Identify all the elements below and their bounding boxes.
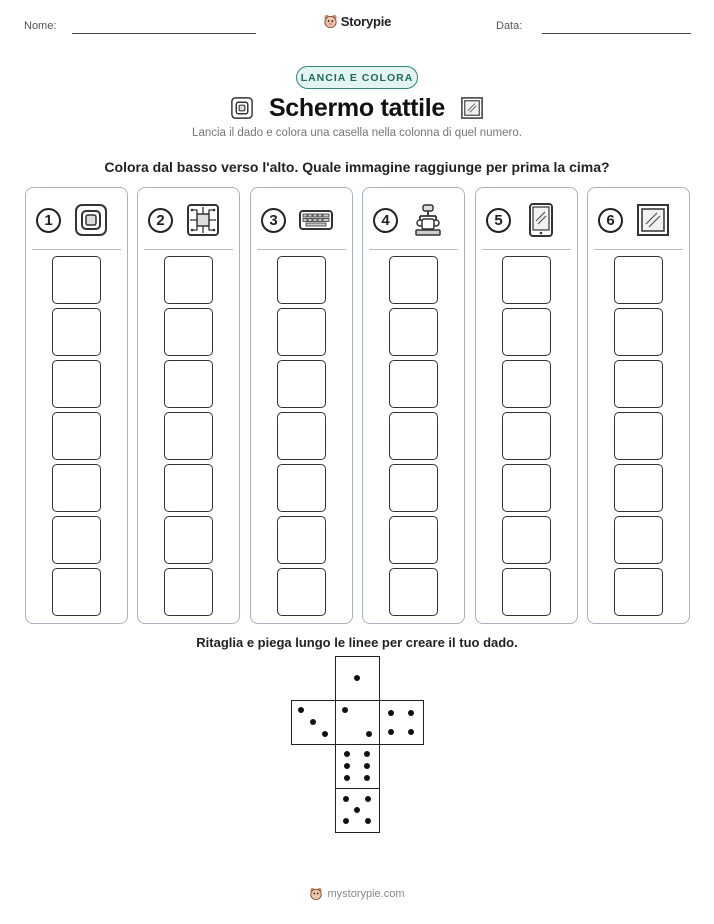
color-cell[interactable] <box>277 568 326 616</box>
circuit-board-icon <box>185 202 221 238</box>
column-3 <box>250 187 353 624</box>
column-divider <box>144 249 233 250</box>
color-cell[interactable] <box>502 308 551 356</box>
color-cell[interactable] <box>389 256 438 304</box>
column-divider <box>257 249 346 250</box>
color-cell[interactable] <box>277 308 326 356</box>
color-cell[interactable] <box>502 360 551 408</box>
die-pip <box>408 710 414 716</box>
die-instruction: Ritaglia e piega lungo le linee per creare il tuo dado. <box>196 635 518 650</box>
glass-screen-icon <box>459 95 485 121</box>
column-number: 2 <box>148 208 173 233</box>
subtitle: Lancia il dado e colora una casella nella colonna di quel numero. <box>192 127 522 139</box>
color-cell[interactable] <box>52 256 101 304</box>
color-cell[interactable] <box>164 516 213 564</box>
footer-url[interactable]: mystorypie.com <box>327 887 405 900</box>
die-pip <box>343 796 349 802</box>
color-cell[interactable] <box>164 412 213 460</box>
color-cell[interactable] <box>502 568 551 616</box>
die-pip <box>344 751 350 757</box>
die-pip <box>342 707 348 713</box>
die-pip <box>298 707 304 713</box>
die-face-3 <box>291 700 336 745</box>
date-label: Data: <box>496 20 523 32</box>
color-cell[interactable] <box>52 568 101 616</box>
column-divider <box>32 249 121 250</box>
color-cell[interactable] <box>389 464 438 512</box>
die-face-5 <box>335 788 380 833</box>
color-cell[interactable] <box>389 412 438 460</box>
touchscreen-button-icon <box>73 202 109 238</box>
column-divider <box>369 249 458 250</box>
glass-screen-icon <box>635 202 671 238</box>
brand-name: Storypie <box>340 13 392 29</box>
die-pip <box>408 729 414 735</box>
die-face-6 <box>335 744 380 789</box>
name-label: Nome: <box>24 20 57 32</box>
color-cell[interactable] <box>389 360 438 408</box>
die-pip <box>310 719 316 725</box>
die-pip <box>365 818 371 824</box>
color-cell[interactable] <box>52 308 101 356</box>
color-cell[interactable] <box>277 360 326 408</box>
column-6 <box>587 187 690 624</box>
die-pip <box>364 763 370 769</box>
column-number: 3 <box>261 208 286 233</box>
color-cell[interactable] <box>164 360 213 408</box>
die-pip <box>354 807 360 813</box>
date-line <box>542 33 691 34</box>
column-number: 5 <box>486 208 511 233</box>
die-face-2 <box>335 700 380 745</box>
die-pip <box>344 775 350 781</box>
color-cell[interactable] <box>389 516 438 564</box>
storypie-mascot-icon <box>323 13 338 29</box>
column-number: 6 <box>598 208 623 233</box>
color-cell[interactable] <box>614 308 663 356</box>
die-pip <box>322 731 328 737</box>
instruction: Colora dal basso verso l'alto. Quale immagine raggiunge per prima la cima? <box>104 159 610 175</box>
die-pip <box>343 818 349 824</box>
color-cell[interactable] <box>389 568 438 616</box>
color-cell[interactable] <box>614 516 663 564</box>
color-cell[interactable] <box>164 568 213 616</box>
storypie-mascot-icon <box>309 886 323 901</box>
color-cell[interactable] <box>164 256 213 304</box>
die-pip <box>388 729 394 735</box>
color-cell[interactable] <box>502 412 551 460</box>
die-pip <box>364 775 370 781</box>
column-number: 4 <box>373 208 398 233</box>
robot-hand-icon <box>410 202 446 238</box>
color-cell[interactable] <box>614 568 663 616</box>
color-cell[interactable] <box>389 308 438 356</box>
color-cell[interactable] <box>614 256 663 304</box>
column-5 <box>475 187 578 624</box>
title-row <box>0 91 714 125</box>
die-pip <box>366 731 372 737</box>
tablet-icon <box>523 202 559 238</box>
column-divider <box>482 249 571 250</box>
activity-badge: LANCIA E COLORA <box>296 66 418 89</box>
die-face-1 <box>335 656 380 701</box>
die-face-4 <box>379 700 424 745</box>
color-cell[interactable] <box>52 412 101 460</box>
die-pip <box>364 751 370 757</box>
page-title: Schermo tattile <box>268 93 446 122</box>
column-1 <box>25 187 128 624</box>
color-cell[interactable] <box>614 464 663 512</box>
keyboard-icon <box>298 202 334 238</box>
column-divider <box>594 249 683 250</box>
touchscreen-button-icon <box>229 95 255 121</box>
color-cell[interactable] <box>502 516 551 564</box>
color-cell[interactable] <box>277 516 326 564</box>
color-cell[interactable] <box>614 360 663 408</box>
color-cell[interactable] <box>164 464 213 512</box>
color-cell[interactable] <box>277 256 326 304</box>
die-pip <box>388 710 394 716</box>
footer <box>0 886 714 906</box>
color-cell[interactable] <box>52 516 101 564</box>
die-pip <box>354 675 360 681</box>
die-pip <box>365 796 371 802</box>
die-pip <box>344 763 350 769</box>
color-cell[interactable] <box>614 412 663 460</box>
column-2 <box>137 187 240 624</box>
color-cell[interactable] <box>502 256 551 304</box>
column-number: 1 <box>36 208 61 233</box>
color-cell[interactable] <box>52 360 101 408</box>
color-cell[interactable] <box>277 412 326 460</box>
color-cell[interactable] <box>277 464 326 512</box>
column-4 <box>362 187 465 624</box>
brand-logo <box>0 13 714 34</box>
color-cell[interactable] <box>502 464 551 512</box>
color-cell[interactable] <box>52 464 101 512</box>
color-cell[interactable] <box>164 308 213 356</box>
